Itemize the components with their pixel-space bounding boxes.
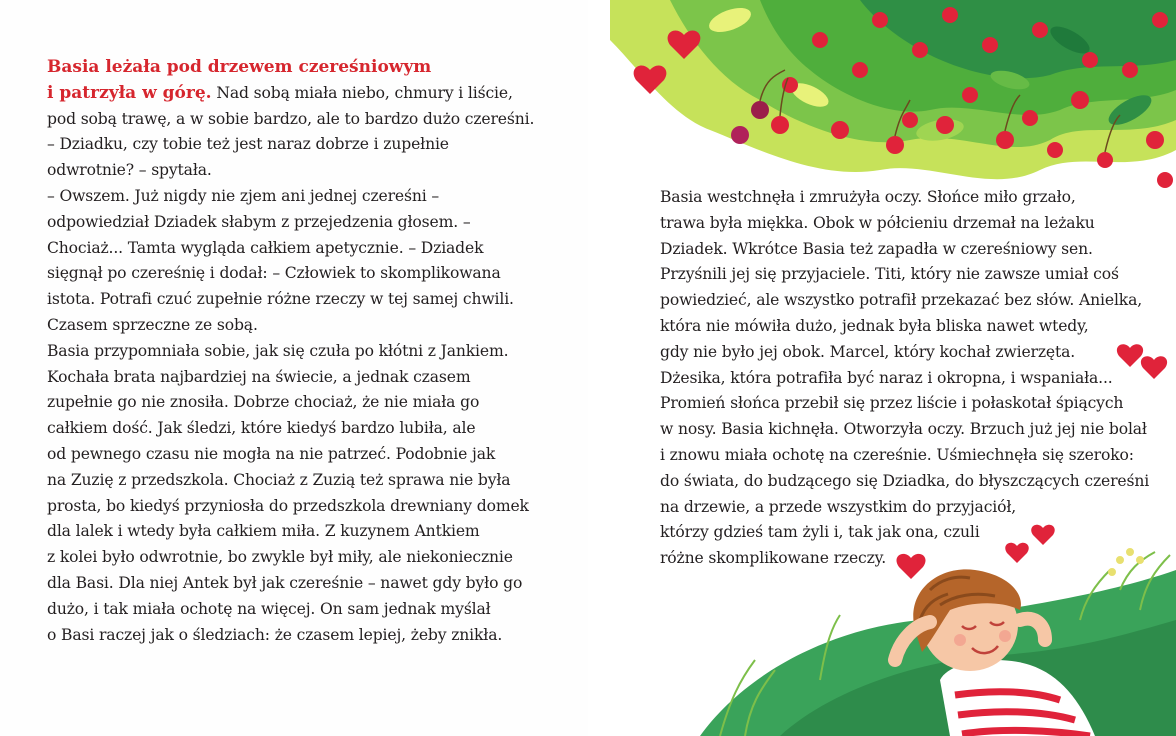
story-line: Basia westchnęła i zmrużyła oczy. Słońce miło grzało,: [660, 188, 1076, 206]
cherry-tree-illustration: [610, 0, 1176, 200]
right-page-text: [660, 185, 1149, 572]
story-line: pod sobą trawę, a w sobie bardzo, ale to bardzo dużo czereśni.: [47, 109, 535, 128]
story-line: o Basi raczej jak o śledziach: że czasem lepiej, żeby znikła.: [47, 625, 503, 644]
story-line: zupełnie go nie znosiła. Dobrze chociaż, że nie miała go: [47, 393, 480, 412]
story-line: którzy gdzieś tam żyli i, tak jak ona, czuli: [660, 523, 980, 542]
story-line: Dżesika, która potrafiła być naraz i okropna, i wspaniała...: [660, 368, 1113, 387]
story-line: dla lalek i wtedy była całkiem miła. Z kuzynem Antkiem: [47, 522, 480, 541]
story-heading-line-2: i patrzyła w górę.: [47, 82, 212, 103]
story-line: Basia przypomniała sobie, jak się czuła po kłótni z Jankiem.: [47, 341, 509, 360]
story-line: – Dziadku, czy tobie też jest naraz dobrze i zupełnie: [47, 135, 449, 154]
story-line: Kochała brata najbardziej na świecie, a jednak czasem: [47, 367, 471, 386]
story-line: która nie mówiła dużo, jednak była bliska nawet wtedy,: [660, 316, 1089, 335]
story-line: na drzewie, a przede wszystkim do przyjaciół,: [660, 497, 1017, 516]
story-line: – Owszem. Już nigdy nie zjem ani jednej czereśni –: [47, 186, 440, 205]
story-line: dla Basi. Dla niej Antek był jak czereśnie – nawet gdy było go: [47, 573, 523, 592]
story-line: w nosy. Basia kichnęła. Otworzyła oczy. Brzuch już jej nie bolał: [660, 420, 1147, 439]
story-line: różne skomplikowane rzeczy.: [660, 549, 887, 568]
story-heading-line-1: Basia leżała pod drzewem czereśniowym: [47, 57, 432, 77]
story-line: Dziadek. Wkrótce Basia też zapadła w czereśniowy sen.: [660, 239, 1093, 258]
story-line: prosta, bo kiedyś przyniosła do przedszkola drewniany domek: [47, 496, 529, 515]
story-line: Przyśnili jej się przyjaciele. Titi, który nie zawsze umiał coś: [660, 265, 1119, 284]
story-line: Chociaż... Tamta wygląda całkiem apetycznie. – Dziadek: [47, 238, 484, 257]
story-line: odpowiedział Dziadek słabym z przejedzenia głosem. –: [47, 212, 471, 231]
story-line: całkiem dość. Jak śledzi, które kiedyś bardzo lubiła, ale: [47, 419, 476, 438]
story-line: na Zuzię z przedszkola. Chociaż z Zuzią też sprawa nie była: [47, 470, 511, 489]
story-line: trawa była miękka. Obok w półcieniu drzemał na leżaku: [660, 213, 1095, 232]
left-page-text: [47, 55, 534, 648]
story-line: z kolei było odwrotnie, bo zwykle był miły, ale niekoniecznie: [47, 548, 513, 567]
story-line: Czasem sprzeczne ze sobą.: [47, 315, 258, 334]
story-first-line-rest: Nad sobą miała niebo, chmury i liście,: [211, 83, 513, 102]
story-line: powiedzieć, ale wszystko potrafił przekazać bez słów. Anielka,: [660, 291, 1143, 310]
story-line: odwrotnie? – spytała.: [47, 161, 212, 180]
story-line: istota. Potrafi czuć zupełnie różne rzeczy w tej samej chwili.: [47, 290, 514, 309]
story-line: gdy nie było jej obok. Marcel, który kochał zwierzęta.: [660, 342, 1076, 361]
story-line: od pewnego czasu nie mogła na nie patrzeć. Podobnie jak: [47, 444, 496, 463]
story-line: dużo, i tak miała ochotę na więcej. On sam jednak myślał: [47, 599, 491, 618]
story-line-first: [47, 81, 534, 107]
story-line: do świata, do budzącego się Dziadka, do błyszczących czereśni: [660, 471, 1150, 490]
story-line: sięgnął po czereśnię i dodał: – Człowiek to skomplikowana: [47, 264, 501, 283]
story-line: i znowu miała ochotę na czereśnie. Uśmiechnęła się szeroko:: [660, 445, 1134, 464]
story-line: Promień słońca przebił się przez liście i połaskotał śpiących: [660, 394, 1124, 413]
